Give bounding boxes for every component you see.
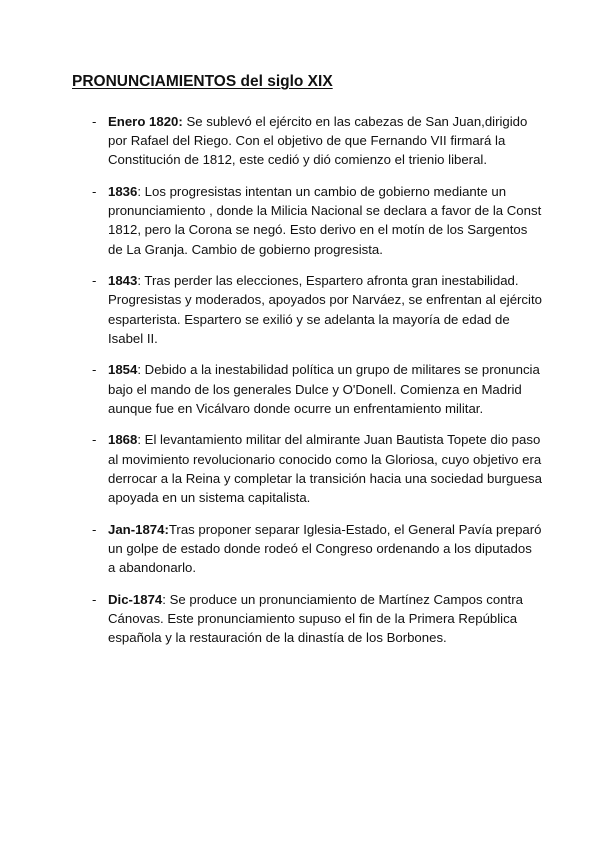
bullet-dash: -	[92, 362, 97, 378]
entry-date: 1868	[108, 432, 138, 448]
list-item	[72, 112, 542, 170]
list-item	[72, 590, 542, 648]
entry-date: Jan-1874:	[108, 521, 169, 537]
entry-text: Tras proponer separar Iglesia-Estado, el General Pavía preparó un golpe de estado donde rodeó el Congreso ordenando a los diputados a abandonarlo.	[108, 521, 542, 576]
bullet-dash: -	[92, 432, 97, 448]
entry-text: Se sublevó el ejército en las cabezas de San Juan,dirigido por Rafael del Riego. Con el objetivo de que Fernando VII firmará la Constitución de 1812, este cedió y dió comienzo el trienio liberal.	[108, 114, 528, 168]
entry-date: 1843	[108, 273, 138, 289]
list-item	[72, 271, 542, 348]
page-title: PRONUNCIAMIENTOS del siglo XIX	[72, 73, 333, 90]
list-item	[72, 182, 542, 259]
entry-text: : Debido a la inestabilidad política un grupo de militares se pronuncia bajo el mando de los generales Dulce y O'Donell. Comienza en Madrid aunque fue en Vicálvaro donde ocurre un enfrentamiento militar.	[108, 362, 540, 416]
list-item	[72, 360, 542, 418]
bullet-dash: -	[92, 114, 97, 129]
list-item	[72, 430, 542, 507]
list-item	[72, 520, 542, 578]
bullet-dash: -	[92, 273, 97, 289]
entry-date: 1854	[108, 362, 138, 378]
bullet-dash: -	[92, 521, 97, 537]
entry-date: 1836	[108, 184, 138, 199]
entry-text: : El levantamiento militar del almirante Juan Bautista Topete dio paso al movimiento revolucionario conocido como la Gloriosa, cuyo objetivo era derrocar a la Reina y completar la transición hacia una sociedad burguesa apoyada en un sistema capitalista.	[108, 432, 542, 506]
entry-text: : Los progresistas intentan un cambio de gobierno mediante un pronunciamiento , donde la Milicia Nacional se declara a favor de la Const 1812, pero la Corona se negó. Esto derivo en el motín de los Sargentos de La Granja. Cambio de gobierno progresista.	[108, 184, 542, 257]
pronunciamientos-list	[72, 112, 542, 660]
entry-date: Dic-1874	[108, 591, 163, 607]
entry-text: : Se produce un pronunciamiento de Martínez Campos contra Cánovas. Este pronunciamiento supuso el fin de la Primera República española y la restauración de la dinastía de los Borbones.	[108, 591, 523, 646]
entry-date: Enero 1820:	[108, 114, 183, 129]
bullet-dash: -	[92, 591, 97, 607]
entry-text: : Tras perder las elecciones, Espartero afronta gran inestabilidad. Progresistas y moderados, apoyados por Narváez, se enfrentan al ejército esparterista. Espartero se exilió y se adelanta la mayoría de edad de Isabel II.	[108, 273, 542, 346]
bullet-dash: -	[92, 184, 97, 199]
